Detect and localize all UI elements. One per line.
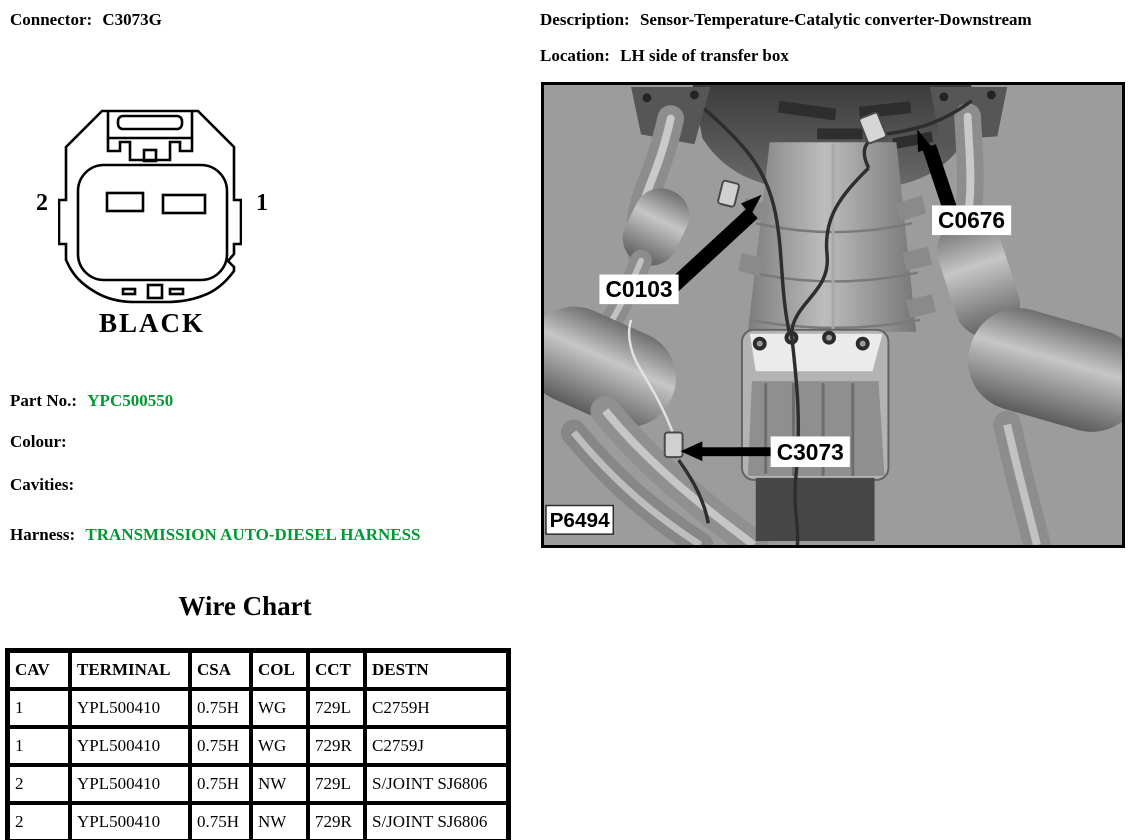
harness-row xyxy=(10,525,421,545)
cell-destn: S/JOINT SJ6806 xyxy=(365,803,509,840)
cell-col: WG xyxy=(251,727,308,765)
table-row xyxy=(8,727,509,765)
cell-csa: 0.75H xyxy=(190,803,251,840)
table-row xyxy=(8,765,509,803)
cell-csa: 0.75H xyxy=(190,765,251,803)
pin-2-label: 2 xyxy=(36,190,48,216)
location-heading xyxy=(540,46,789,66)
cell-cct: 729R xyxy=(308,803,365,840)
col-header-cct: CCT xyxy=(308,651,365,690)
cell-cct: 729L xyxy=(308,689,365,727)
cell-cav: 1 xyxy=(8,689,71,727)
part-no-label: Part No.: xyxy=(10,391,78,410)
description-heading xyxy=(540,10,1032,30)
cell-col: WG xyxy=(251,689,308,727)
colour-label: Colour: xyxy=(10,432,67,451)
table-row xyxy=(8,689,509,727)
col-header-terminal: TERMINAL xyxy=(70,651,190,690)
location-label: Location: xyxy=(540,46,610,65)
wire-chart-table xyxy=(5,648,511,840)
description-label: Description: xyxy=(540,10,630,29)
cavities-row xyxy=(10,475,80,495)
cavity-1-slot xyxy=(163,195,205,213)
description-value: Sensor-Temperature-Catalytic converter-Downstream xyxy=(639,10,1032,29)
cell-terminal: YPL500410 xyxy=(70,727,190,765)
callout-c0103: C0103 xyxy=(605,276,673,303)
col-header-cav: CAV xyxy=(8,651,71,690)
connector-c3073-part xyxy=(665,432,683,457)
cell-terminal: YPL500410 xyxy=(70,765,190,803)
figure-id-label: P6494 xyxy=(549,509,610,533)
part-no-value: YPC500550 xyxy=(87,391,174,410)
cell-terminal: YPL500410 xyxy=(70,689,190,727)
col-header-csa: CSA xyxy=(190,651,251,690)
cell-cav: 2 xyxy=(8,803,71,840)
cell-destn: C2759H xyxy=(365,689,509,727)
sump-area xyxy=(756,478,875,541)
location-photo xyxy=(541,82,1125,548)
cell-cct: 729R xyxy=(308,727,365,765)
housing-colour-label: BLACK xyxy=(99,308,206,338)
col-header-destn: DESTN xyxy=(365,651,509,690)
cell-destn: C2759J xyxy=(365,727,509,765)
callout-c3073: C3073 xyxy=(776,439,844,466)
part-no-row xyxy=(10,391,173,411)
connector-face-diagram xyxy=(58,108,242,305)
col-header-col: COL xyxy=(251,651,308,690)
cell-cav: 2 xyxy=(8,765,71,803)
table-row xyxy=(8,803,509,840)
cell-destn: S/JOINT SJ6806 xyxy=(365,765,509,803)
cavities-label: Cavities: xyxy=(10,475,75,494)
connector-value: C3073G xyxy=(102,10,162,29)
cell-terminal: YPL500410 xyxy=(70,803,190,840)
cell-col: NW xyxy=(251,803,308,840)
cell-csa: 0.75H xyxy=(190,689,251,727)
cell-cav: 1 xyxy=(8,727,71,765)
colour-row xyxy=(10,432,73,452)
connector-heading xyxy=(10,10,162,30)
pin-1-label: 1 xyxy=(256,190,268,216)
cavity-2-slot xyxy=(107,193,143,211)
cell-col: NW xyxy=(251,765,308,803)
wire-chart-header-row xyxy=(8,651,509,690)
c3073-arrow xyxy=(700,447,777,456)
cell-cct: 729L xyxy=(308,765,365,803)
connector-label: Connector: xyxy=(10,10,93,29)
location-photo-illustration xyxy=(544,85,1122,545)
wire-chart-title: Wire Chart xyxy=(178,591,312,621)
harness-value: TRANSMISSION AUTO-DIESEL HARNESS xyxy=(85,525,421,544)
harness-label: Harness: xyxy=(10,525,76,544)
location-value: LH side of transfer box xyxy=(620,46,789,65)
callout-c0676: C0676 xyxy=(938,207,1006,234)
cell-csa: 0.75H xyxy=(190,727,251,765)
